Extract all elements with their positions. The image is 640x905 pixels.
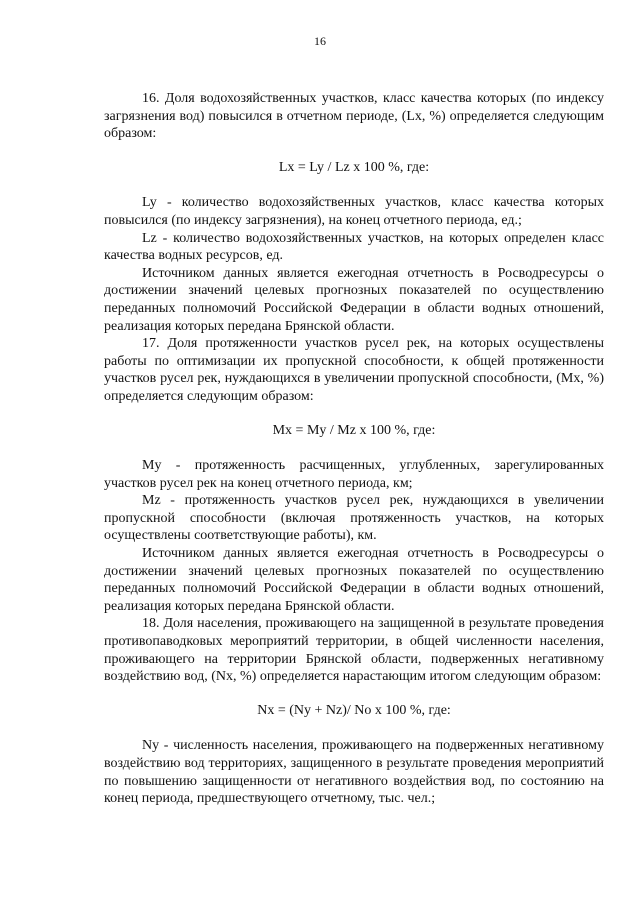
section-17-source: Источником данных является ежегодная отчетность в Росводресурсы о достижении значений целевых прогнозных показателей по осуществлению переданных полномочий Российской Федерации в области водных отношений, реализация которых передана Брянской области. [104, 546, 604, 614]
page-number: 16 [314, 34, 326, 48]
section-18-def-y: Ny - численность населения, проживающего на подверженных негативному воздействию вод территориях, защищенного в результате проведения мероприятий по повышению защищенности от негативного воздействия вод, по состоянию на конец периода, предшествующего отчетному, тыс. чел.; [104, 738, 604, 807]
section-17-intro: 17. Доля протяженности участков русел рек, на которых осуществлены работы по оптимизации их пропускной способности, к общей протяженности участков русел рек, нуждающихся в увеличении пропускной способности, (Mx, %) определяется следующим образом: [104, 336, 604, 404]
section-16-def-y: Ly - количество водохозяйственных участков, класс качества которых повысился (по индексу загрязнения), на конец отчетного периода, ед.; [104, 195, 604, 228]
section-17-def-y: My - протяженность расчищенных, углубленных, зарегулированных участков русел рек на конец отчетного периода, км; [104, 458, 604, 491]
document-body [104, 90, 604, 808]
section-18-intro: 18. Доля населения, проживающего на защищенной в результате проведения противопаводковых мероприятий территории, в общей численности населения, проживающего на территории Брянской области, подверженных негативному воздействию вод, (Nx, %) определяется нарастающим итогом следующим образом: [104, 616, 604, 685]
section-16-formula: Lx = Ly / Lz x 100 %, где: [278, 159, 430, 175]
section-17-def-z: Mz - протяженность участков русел рек, нуждающихся в увеличении пропускной способности (включая протяженность участков, на которых осуществлены соответствующие работы), км. [104, 493, 604, 544]
section-16-intro: 16. Доля водохозяйственных участков, класс качества которых (по индексу загрязнения вод) повысился в отчетном периоде, (Lx, %) определяется следующим образом: [104, 91, 604, 142]
section-16-def-z: Lz - количество водохозяйственных участков, на которых определен класс качества водных ресурсов, ед. [104, 230, 604, 264]
section-17-formula: Mx = My / Mz x 100 %, где: [272, 422, 436, 438]
section-16-source: Источником данных является ежегодная отчетность в Росводресурсы о достижении значений целевых прогнозных показателей по осуществлению переданных полномочий Российской Федерации в области водных отношений, реализация которых передана Брянской области. [104, 265, 604, 334]
section-18-formula: Nx = (Ny + Nz)/ No x 100 %, где: [257, 702, 451, 718]
